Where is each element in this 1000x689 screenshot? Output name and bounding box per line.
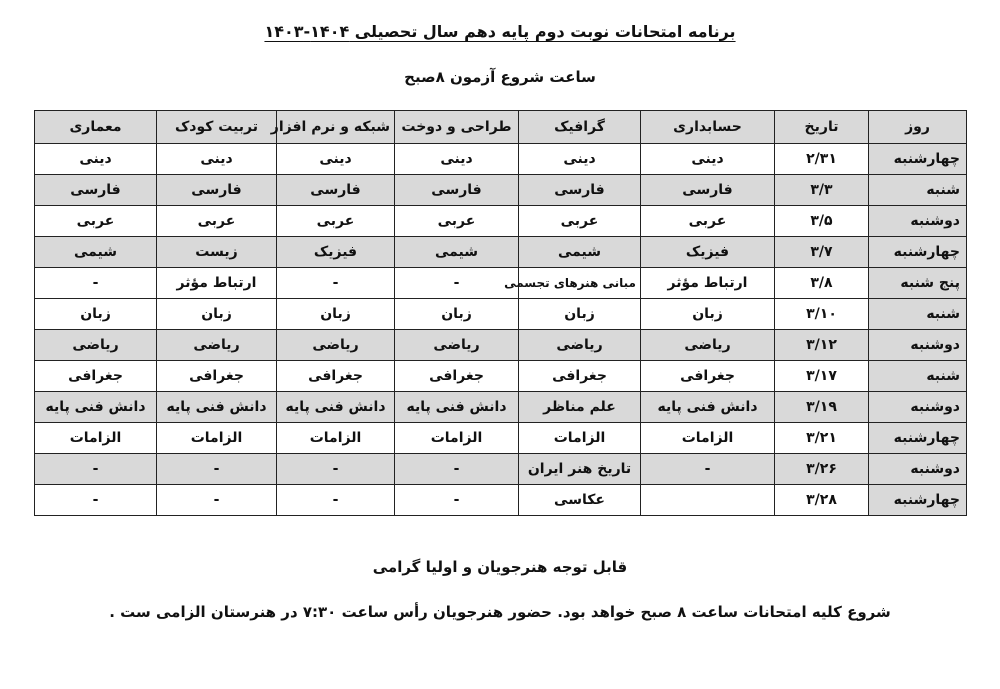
notice-title: قابل توجه هنرجویان و اولیا گرامی [372, 558, 628, 576]
cell-day: چهارشنبه [869, 144, 967, 175]
cell-date: ۳/۸ [775, 268, 869, 299]
header-date: تاریخ [775, 111, 869, 144]
cell-day: چهارشنبه [869, 485, 967, 516]
cell-subject: زبان [395, 299, 519, 330]
cell-subject: الزامات [277, 423, 395, 454]
cell-subject: الزامات [395, 423, 519, 454]
cell-date: ۳/۱۷ [775, 361, 869, 392]
cell-subject: - [395, 268, 519, 299]
cell-subject: ریاضی [35, 330, 157, 361]
cell-subject: ریاضی [519, 330, 641, 361]
cell-subject: الزامات [519, 423, 641, 454]
cell-subject: مبانی هنرهای تجسمی [519, 268, 641, 299]
cell-subject: عکاسی [519, 485, 641, 516]
cell-subject [641, 485, 775, 516]
cell-subject: ریاضی [395, 330, 519, 361]
cell-subject: دانش فنی پایه [35, 392, 157, 423]
cell-date: ۳/۱۰ [775, 299, 869, 330]
cell-subject: جغرافی [35, 361, 157, 392]
header-graphics: گرافیک [519, 111, 641, 144]
cell-subject: الزامات [157, 423, 277, 454]
cell-subject: شیمی [395, 237, 519, 268]
cell-date: ۳/۲۱ [775, 423, 869, 454]
cell-date: ۳/۳ [775, 175, 869, 206]
cell-subject: عربی [641, 206, 775, 237]
cell-subject: تاریخ هنر ایران [519, 454, 641, 485]
cell-date: ۳/۲۸ [775, 485, 869, 516]
cell-subject: فارسی [519, 175, 641, 206]
table-row [35, 144, 967, 175]
cell-subject: شیمی [35, 237, 157, 268]
page-title: برنامه امتحانات نوبت دوم پایه دهم سال تحصیلی ۱۴۰۴-۱۴۰۳ [264, 22, 736, 41]
cell-subject: عربی [277, 206, 395, 237]
cell-subject: جغرافی [519, 361, 641, 392]
table-row [35, 175, 967, 206]
cell-subject: دینی [395, 144, 519, 175]
table-row [35, 299, 967, 330]
cell-day: شنبه [869, 175, 967, 206]
table-row [35, 392, 967, 423]
header-design-sewing: طراحی و دوخت [395, 111, 519, 144]
cell-date: ۳/۷ [775, 237, 869, 268]
cell-subject: دینی [641, 144, 775, 175]
cell-subject: - [395, 485, 519, 516]
header-network-software: شبکه و نرم افزار [277, 111, 395, 144]
table-row [35, 423, 967, 454]
cell-subject: زبان [157, 299, 277, 330]
cell-subject: عربی [395, 206, 519, 237]
cell-subject: الزامات [641, 423, 775, 454]
cell-subject: دانش فنی پایه [157, 392, 277, 423]
cell-subject: - [395, 454, 519, 485]
cell-date: ۳/۱۹ [775, 392, 869, 423]
cell-subject: - [641, 454, 775, 485]
cell-subject: عربی [519, 206, 641, 237]
cell-subject: - [157, 454, 277, 485]
cell-subject: زبان [277, 299, 395, 330]
cell-date: ۳/۱۲ [775, 330, 869, 361]
cell-subject: دینی [35, 144, 157, 175]
cell-subject: ریاضی [157, 330, 277, 361]
cell-subject: زبان [519, 299, 641, 330]
table-row [35, 237, 967, 268]
table-row [35, 268, 967, 299]
cell-day: دوشنبه [869, 330, 967, 361]
cell-subject: ارتباط مؤثر [157, 268, 277, 299]
table-row [35, 206, 967, 237]
cell-day: پنج شنبه [869, 268, 967, 299]
cell-day: شنبه [869, 361, 967, 392]
cell-date: ۳/۵ [775, 206, 869, 237]
table-row [35, 330, 967, 361]
table-header-row [35, 111, 967, 144]
cell-subject: عربی [157, 206, 277, 237]
cell-subject: ارتباط مؤثر [641, 268, 775, 299]
cell-subject: دانش فنی پایه [395, 392, 519, 423]
cell-subject: جغرافی [641, 361, 775, 392]
table-row [35, 485, 967, 516]
cell-day: دوشنبه [869, 392, 967, 423]
cell-subject: علم مناظر [519, 392, 641, 423]
cell-subject: - [277, 485, 395, 516]
cell-subject: - [277, 454, 395, 485]
cell-subject: زبان [35, 299, 157, 330]
cell-subject: جغرافی [277, 361, 395, 392]
cell-day: دوشنبه [869, 206, 967, 237]
cell-subject: فارسی [641, 175, 775, 206]
cell-subject: - [157, 485, 277, 516]
cell-subject: - [35, 454, 157, 485]
exam-start-time: ساعت شروع آزمون ۸صبح [404, 68, 596, 86]
cell-day: چهارشنبه [869, 237, 967, 268]
cell-subject: عربی [35, 206, 157, 237]
cell-subject: دانش فنی پایه [277, 392, 395, 423]
cell-date: ۲/۳۱ [775, 144, 869, 175]
header-childcare: تربیت کودک [157, 111, 277, 144]
cell-subject: زیست [157, 237, 277, 268]
cell-subject: زبان [641, 299, 775, 330]
cell-day: شنبه [869, 299, 967, 330]
cell-subject: جغرافی [395, 361, 519, 392]
cell-subject: فارسی [277, 175, 395, 206]
cell-subject: دینی [157, 144, 277, 175]
cell-subject: دینی [277, 144, 395, 175]
table-row [35, 454, 967, 485]
table-row [35, 361, 967, 392]
cell-subject: فیزیک [641, 237, 775, 268]
cell-subject: ریاضی [277, 330, 395, 361]
cell-subject: - [277, 268, 395, 299]
cell-date: ۳/۲۶ [775, 454, 869, 485]
cell-subject: دینی [519, 144, 641, 175]
cell-subject: - [35, 485, 157, 516]
cell-day: چهارشنبه [869, 423, 967, 454]
cell-subject: شیمی [519, 237, 641, 268]
cell-subject: - [35, 268, 157, 299]
cell-subject: فارسی [35, 175, 157, 206]
cell-subject: فیزیک [277, 237, 395, 268]
exam-schedule-table [34, 110, 967, 516]
cell-subject: فارسی [395, 175, 519, 206]
notice-text: شروع کلیه امتحانات ساعت ۸ صبح خواهد بود. حضور هنرجویان رأس ساعت ۷:۳۰ در هنرستان الزامی ست . [109, 603, 891, 621]
header-day: روز [869, 111, 967, 144]
cell-subject: جغرافی [157, 361, 277, 392]
cell-subject: الزامات [35, 423, 157, 454]
header-architecture: معماری [35, 111, 157, 144]
cell-subject: ریاضی [641, 330, 775, 361]
cell-subject: فارسی [157, 175, 277, 206]
cell-day: دوشنبه [869, 454, 967, 485]
cell-subject: دانش فنی پایه [641, 392, 775, 423]
header-accounting: حسابداری [641, 111, 775, 144]
